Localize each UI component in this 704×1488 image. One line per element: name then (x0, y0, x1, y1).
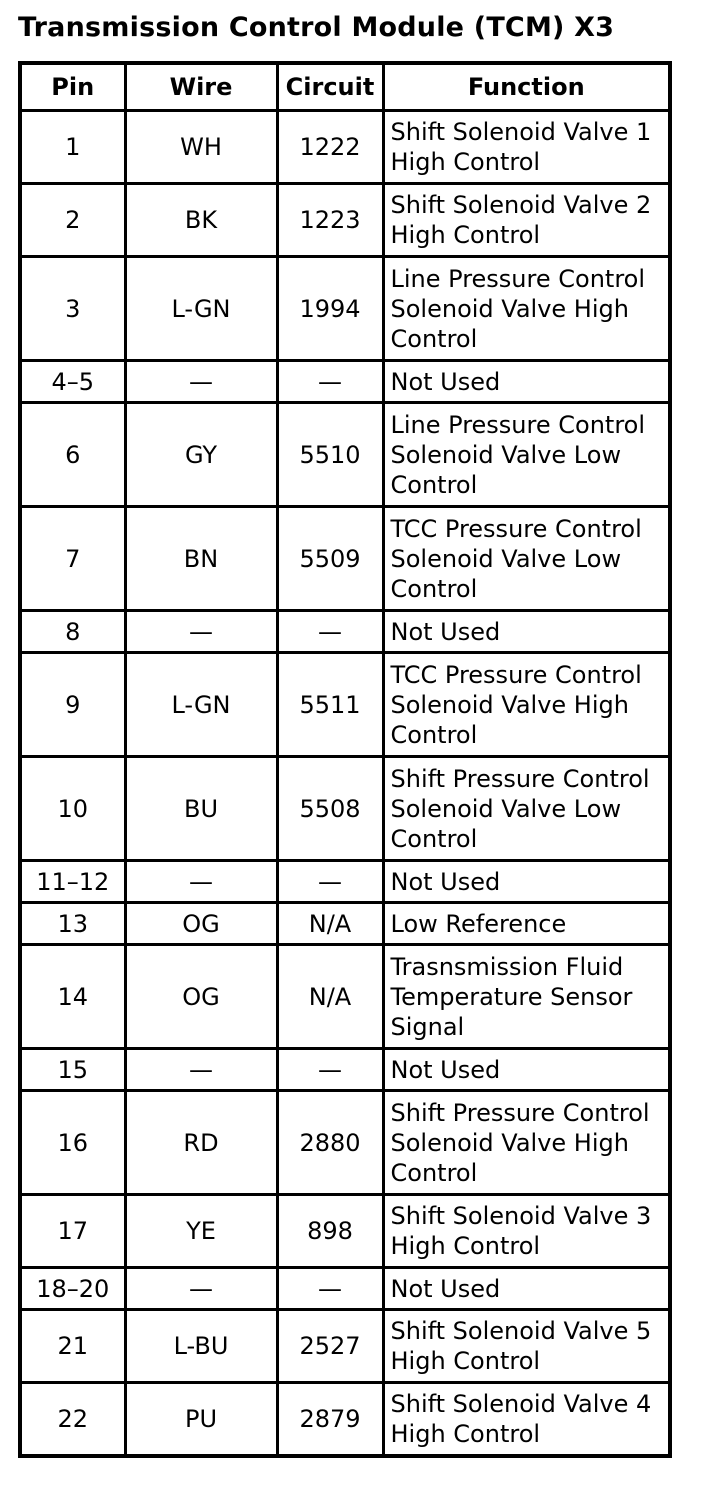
cell-circuit: N/A (277, 903, 383, 945)
cell-circuit: 1223 (277, 184, 383, 257)
cell-circuit: 1994 (277, 257, 383, 361)
table-row (20, 111, 670, 184)
table-row (20, 1383, 670, 1457)
table-row (20, 1091, 670, 1195)
cell-pin: 16 (20, 1091, 125, 1195)
cell-pin: 22 (20, 1383, 125, 1457)
cell-function: Not Used (383, 611, 670, 653)
cell-function: Not Used (383, 361, 670, 403)
cell-pin: 9 (20, 653, 125, 757)
cell-pin: 3 (20, 257, 125, 361)
cell-circuit: — (277, 611, 383, 653)
table-row (20, 1310, 670, 1383)
cell-pin: 13 (20, 903, 125, 945)
cell-function: Line Pressure Control Solenoid Valve Low Control (383, 403, 670, 507)
cell-function: Shift Solenoid Valve 1 High Control (383, 111, 670, 184)
cell-wire: YE (125, 1195, 277, 1268)
cell-circuit: 5511 (277, 653, 383, 757)
cell-pin: 1 (20, 111, 125, 184)
cell-wire: WH (125, 111, 277, 184)
cell-pin: 18–20 (20, 1268, 125, 1310)
cell-function: Shift Pressure Control Solenoid Valve Low Control (383, 757, 670, 861)
cell-circuit: 1222 (277, 111, 383, 184)
cell-function: Shift Solenoid Valve 5 High Control (383, 1310, 670, 1383)
cell-wire: — (125, 861, 277, 903)
table-row (20, 757, 670, 861)
cell-function: Trasnsmission Fluid Temperature Sensor Signal (383, 945, 670, 1049)
cell-wire: — (125, 611, 277, 653)
cell-function: TCC Pressure Control Solenoid Valve High Control (383, 653, 670, 757)
cell-circuit: — (277, 861, 383, 903)
cell-function: Shift Solenoid Valve 4 High Control (383, 1383, 670, 1457)
header-wire: Wire (125, 63, 277, 111)
page-title: Transmission Control Module (TCM) X3 (18, 12, 615, 43)
table-row (20, 945, 670, 1049)
cell-wire: OG (125, 945, 277, 1049)
table-row (20, 403, 670, 507)
table-row (20, 1268, 670, 1310)
cell-pin: 21 (20, 1310, 125, 1383)
cell-pin: 7 (20, 507, 125, 611)
cell-function: Not Used (383, 1268, 670, 1310)
table-row (20, 611, 670, 653)
cell-pin: 15 (20, 1049, 125, 1091)
cell-function: Line Pressure Control Solenoid Valve High Control (383, 257, 670, 361)
table-row (20, 1049, 670, 1091)
cell-circuit: 5509 (277, 507, 383, 611)
pin-table (18, 61, 672, 1458)
table-row (20, 861, 670, 903)
cell-wire: PU (125, 1383, 277, 1457)
table-row (20, 361, 670, 403)
cell-wire: GY (125, 403, 277, 507)
cell-pin: 4–5 (20, 361, 125, 403)
cell-function: TCC Pressure Control Solenoid Valve Low Control (383, 507, 670, 611)
cell-pin: 2 (20, 184, 125, 257)
cell-circuit: 5510 (277, 403, 383, 507)
cell-circuit: N/A (277, 945, 383, 1049)
cell-wire: — (125, 1049, 277, 1091)
cell-function: Shift Solenoid Valve 3 High Control (383, 1195, 670, 1268)
header-function: Function (383, 63, 670, 111)
cell-wire: BK (125, 184, 277, 257)
cell-wire: — (125, 361, 277, 403)
cell-wire: BU (125, 757, 277, 861)
cell-circuit: 2527 (277, 1310, 383, 1383)
cell-pin: 10 (20, 757, 125, 861)
cell-circuit: 2880 (277, 1091, 383, 1195)
cell-wire: RD (125, 1091, 277, 1195)
header-circuit: Circuit (277, 63, 383, 111)
table-row (20, 507, 670, 611)
cell-circuit: — (277, 361, 383, 403)
cell-wire: L-GN (125, 257, 277, 361)
table-row (20, 653, 670, 757)
cell-pin: 6 (20, 403, 125, 507)
cell-wire: BN (125, 507, 277, 611)
cell-circuit: — (277, 1268, 383, 1310)
table-header-row (20, 63, 670, 111)
table-row (20, 903, 670, 945)
cell-circuit: 2879 (277, 1383, 383, 1457)
cell-wire: L-BU (125, 1310, 277, 1383)
cell-wire: OG (125, 903, 277, 945)
cell-function: Shift Solenoid Valve 2 High Control (383, 184, 670, 257)
cell-function: Not Used (383, 1049, 670, 1091)
cell-wire: — (125, 1268, 277, 1310)
cell-circuit: 5508 (277, 757, 383, 861)
header-pin: Pin (20, 63, 125, 111)
cell-circuit: — (277, 1049, 383, 1091)
table-row (20, 1195, 670, 1268)
cell-function: Low Reference (383, 903, 670, 945)
cell-pin: 11–12 (20, 861, 125, 903)
table-row (20, 184, 670, 257)
cell-wire: L-GN (125, 653, 277, 757)
cell-function: Shift Pressure Control Solenoid Valve High Control (383, 1091, 670, 1195)
cell-function: Not Used (383, 861, 670, 903)
cell-pin: 14 (20, 945, 125, 1049)
cell-circuit: 898 (277, 1195, 383, 1268)
table-row (20, 257, 670, 361)
cell-pin: 17 (20, 1195, 125, 1268)
cell-pin: 8 (20, 611, 125, 653)
